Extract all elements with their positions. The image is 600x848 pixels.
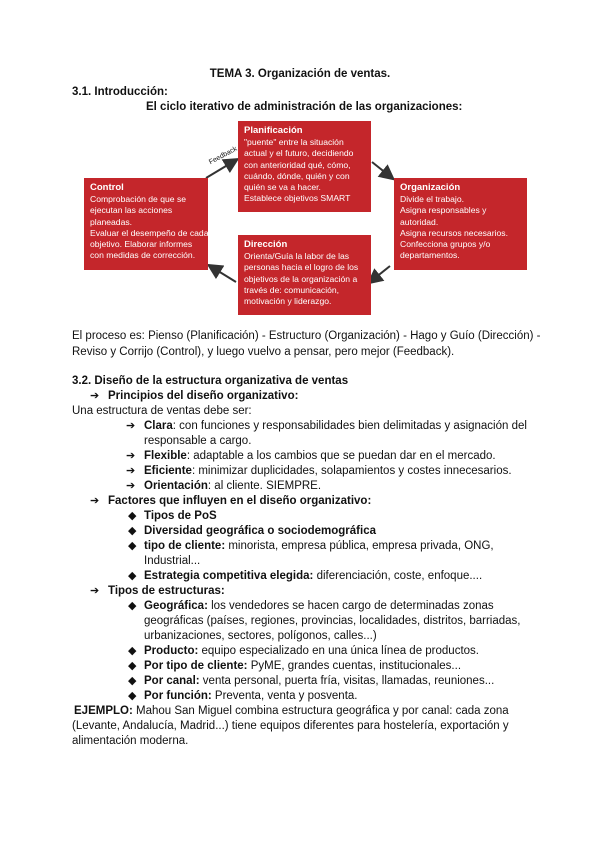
diamond-bullet-icon: ◆	[128, 600, 137, 612]
right-arrow-icon: ➔	[126, 450, 136, 462]
box-line: Confecciona grupos y/o	[400, 239, 491, 250]
page-title: TEMA 3. Organización de ventas.	[209, 68, 391, 80]
diamond-bullet-icon: ◆	[128, 570, 137, 582]
list-item	[144, 569, 482, 584]
diamond-bullet-icon: ◆	[128, 645, 137, 657]
list-item-cont: geográficas (países, regiones, provincias, localidades, distritos, barriadas,	[144, 615, 521, 627]
list-item	[144, 479, 321, 494]
box-planificacion	[238, 121, 371, 212]
right-arrow-icon: ➔	[90, 585, 100, 597]
diamond-bullet-icon: ◆	[128, 510, 137, 522]
arrow-organizacion-to-direccion	[370, 266, 390, 282]
ejemplo-line-2: (Levante, Andalucía, Madrid...) tiene equipos diferentes para hostelería, exportación y	[72, 720, 509, 732]
box-line: departamentos.	[400, 250, 460, 261]
box-line: Evaluar el desempeño de cada	[90, 227, 209, 238]
ejemplo-text: Mahou San Miguel combina estructura geográfica y por canal: cada zona	[132, 705, 509, 717]
arrow-direccion-to-control	[210, 266, 236, 282]
box-line: "puente" entre la situación	[244, 137, 344, 148]
arrow-planificacion-to-organizacion	[372, 162, 392, 178]
section-1-heading: 3.1. Introducción:	[72, 86, 168, 98]
list-item	[144, 644, 479, 659]
box-planificacion-title: Planificación	[244, 125, 303, 136]
process-line-1: El proceso es: Pienso (Planificación) - Estructuro (Organización) - Hago y Guío (Dirección) -	[72, 330, 541, 342]
box-line: cuándo, dónde, quién y con	[244, 170, 350, 181]
principios-title: Principios del diseño organizativo:	[108, 390, 299, 402]
diamond-bullet-icon: ◆	[128, 525, 137, 537]
diamond-bullet-icon: ◆	[128, 660, 137, 672]
box-organizacion	[394, 178, 527, 270]
box-line: Comprobación de que se	[90, 194, 187, 205]
box-line: actual y el futuro, decidiendo	[244, 148, 354, 159]
box-line: motivación y liderazgo.	[244, 296, 332, 307]
list-item	[144, 689, 357, 704]
item-text: los vendedores se hacen cargo de determinadas zonas	[207, 600, 494, 612]
box-organizacion-title: Organización	[400, 182, 461, 193]
item-text: : con funciones y responsabilidades bien delimitadas y asignación del	[172, 420, 527, 432]
item-text: diferenciación, coste, enfoque....	[313, 570, 483, 582]
box-control	[84, 178, 208, 270]
list-item	[144, 539, 494, 554]
item-term: Producto:	[144, 645, 199, 657]
section-2-heading: 3.2. Diseño de la estructura organizativa de ventas	[72, 375, 349, 387]
item-text: equipo especializado en una única línea de productos.	[198, 645, 479, 657]
list-item: Diversidad geográfica o sociodemográfica	[144, 525, 376, 537]
box-line: planeadas.	[90, 216, 133, 227]
item-text: : adaptable a los cambios que se puedan dar en el mercado.	[186, 450, 496, 462]
box-line: Orienta/Guía la labor de las	[244, 251, 350, 262]
right-arrow-icon: ➔	[90, 390, 100, 402]
box-line: objetivos de la organización a	[244, 273, 358, 284]
box-direccion-title: Dirección	[244, 239, 288, 250]
feedback-label: Feedback	[208, 145, 239, 167]
list-item-cont: Industrial...	[144, 555, 201, 567]
item-text: : minimizar duplicidades, solapamientos y costes innecesarios.	[191, 465, 512, 477]
box-line: través de: comunicación,	[244, 284, 340, 295]
item-text: minorista, empresa pública, empresa privada, ONG,	[225, 540, 494, 552]
ejemplo-line-3: alimentación moderna.	[72, 735, 189, 747]
right-arrow-icon: ➔	[126, 465, 136, 477]
item-term: tipo de cliente:	[144, 540, 226, 552]
item-term: Por tipo de cliente:	[144, 660, 248, 672]
list-item	[144, 449, 496, 464]
list-item-cont: responsable a cargo.	[144, 435, 252, 447]
list-item	[144, 599, 494, 614]
box-line: Divide el trabajo.	[400, 194, 465, 205]
item-text: : al cliente. SIEMPRE.	[207, 480, 322, 492]
cycle-title: El ciclo iterativo de administración de las organizaciones:	[146, 101, 463, 113]
item-text: PyME, grandes cuentas, institucionales...	[247, 660, 462, 672]
tipos-title: Tipos de estructuras:	[108, 585, 225, 597]
diamond-bullet-icon: ◆	[128, 675, 137, 687]
right-arrow-icon: ➔	[126, 420, 136, 432]
box-line: Asigna responsables y	[400, 205, 487, 216]
box-line: quién se va a hacer.	[244, 182, 321, 193]
box-line: ejecutan las acciones	[90, 205, 173, 216]
item-term: Orientación	[144, 480, 208, 492]
item-text: Preventa, venta y posventa.	[211, 690, 358, 702]
ejemplo-line-1	[74, 704, 509, 719]
item-term: Geográfica:	[144, 600, 208, 612]
item-term: Flexible	[144, 450, 187, 462]
diamond-bullet-icon: ◆	[128, 540, 137, 552]
box-line: Asigna recursos necesarios.	[400, 227, 508, 238]
ejemplo-term: EJEMPLO:	[74, 705, 133, 717]
process-line-2: Reviso y Corrijo (Control), y luego vuelvo a pensar, pero mejor (Feedback).	[72, 346, 455, 358]
factores-title: Factores que influyen en el diseño organizativo:	[108, 495, 372, 507]
list-item: Tipos de PoS	[144, 510, 217, 522]
box-line: objetivo. Elaborar informes	[90, 239, 193, 250]
list-item	[144, 419, 527, 434]
box-line: con anterioridad qué, cómo,	[244, 159, 351, 170]
box-line: autoridad.	[400, 216, 439, 227]
box-direccion	[238, 235, 371, 315]
diamond-bullet-icon: ◆	[128, 690, 137, 702]
item-term: Por canal:	[144, 675, 200, 687]
item-term: Clara	[144, 420, 173, 432]
right-arrow-icon: ➔	[90, 495, 100, 507]
item-term: Por función:	[144, 690, 212, 702]
principios-intro: Una estructura de ventas debe ser:	[72, 405, 252, 417]
list-item	[144, 464, 512, 479]
box-line: con medidas de corrección.	[90, 250, 196, 261]
right-arrow-icon: ➔	[126, 480, 136, 492]
item-term: Estrategia competitiva elegida:	[144, 570, 314, 582]
item-text: venta personal, puerta fría, visitas, llamadas, reuniones...	[199, 675, 495, 687]
item-term: Eficiente	[144, 465, 192, 477]
list-item	[144, 674, 494, 689]
box-line: Establece objetivos SMART	[244, 193, 351, 204]
list-item	[144, 659, 461, 674]
box-control-title: Control	[90, 182, 124, 193]
list-item-cont: urbanizaciones, sectores, polígonos, calles...)	[144, 630, 377, 642]
box-line: personas hacia el logro de los	[244, 262, 359, 273]
